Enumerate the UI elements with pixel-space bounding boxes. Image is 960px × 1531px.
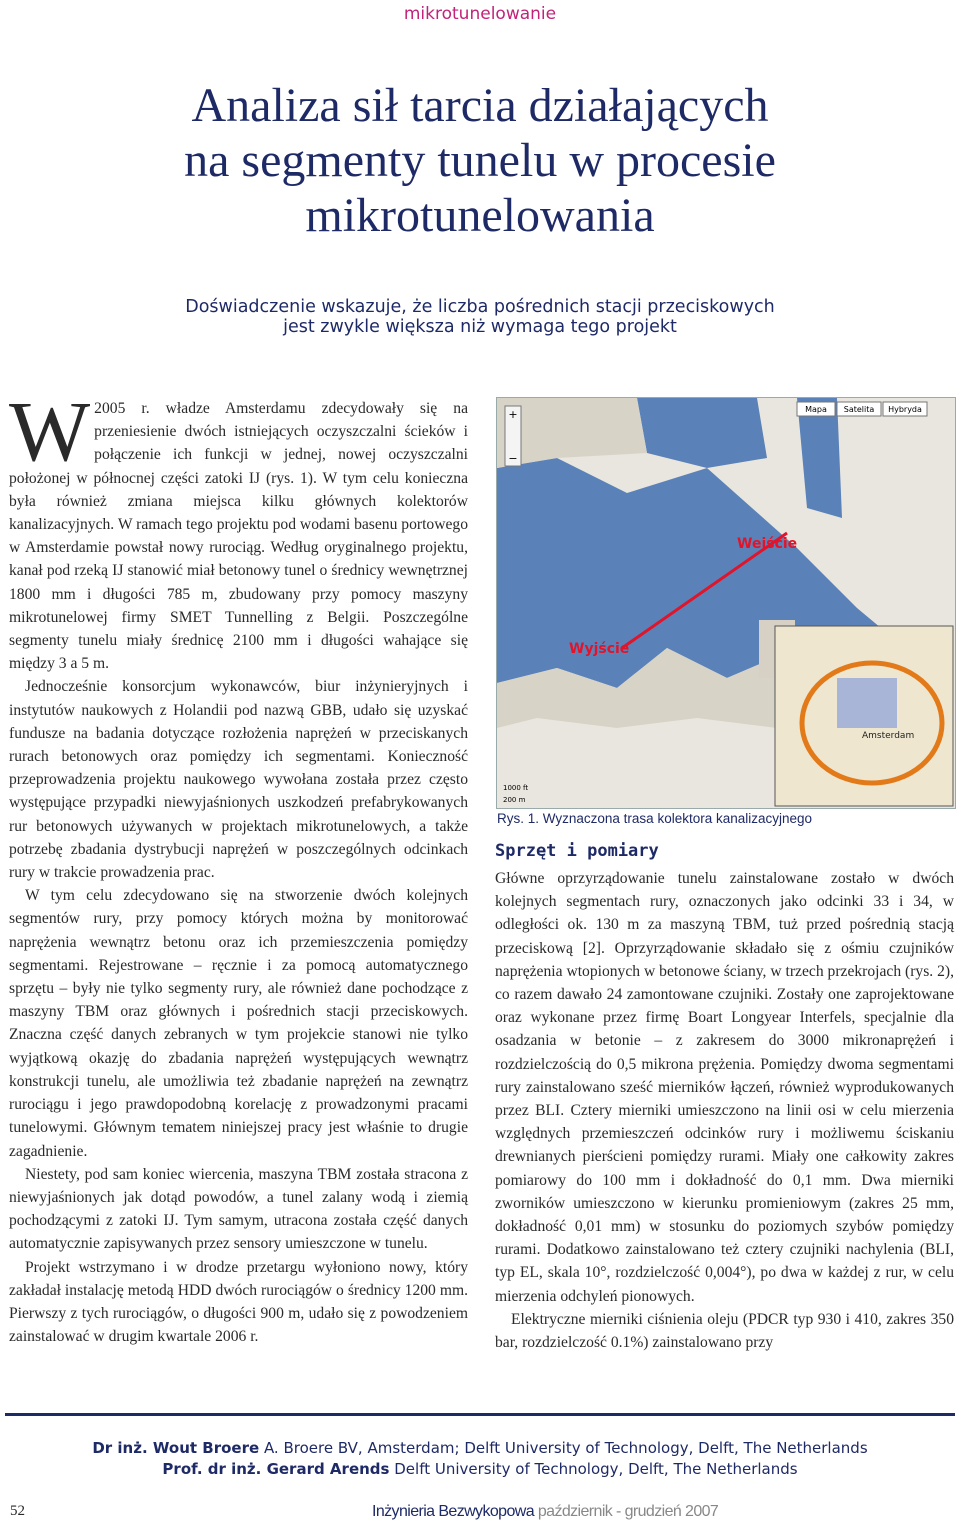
author-block bbox=[0, 1438, 960, 1480]
map-graphic bbox=[497, 398, 955, 808]
satellite-button-label: Satelita bbox=[843, 405, 875, 414]
exit-label: Wyjście bbox=[569, 641, 630, 657]
paragraph-text: 2005 r. władze Amsterdamu zdecydowały się na przeniesienie dwóch istniejących oczyszczalni ścieków i połączenie ich funkcji w jednej, nowej oczyszczalni położonej w północnej części zatoki IJ (rys. 1). W tym celu konieczna była również zmiana miejsca kilku głównych kolektorów kanalizacyjnych. W ramach tego projektu pod wodami basenu portowego w Amsterdamie powstał nowy rurociąg. Według oryginalnego projektu, kanał pod rzeką IJ stanowić miał betonowy tunel o średnicy wewnętrznej 1800 mm i długości 785 m, zbudowany przy pomocy maszyny mikrotunelowej firmy SMET Tunnelling z Belgii. Poszczególne segmenty tunelu miały średnicę 2100 mm i długości wahające się między 3 a 5 m. bbox=[9, 400, 468, 673]
left-column bbox=[9, 383, 468, 1348]
subtitle-line: jest zwykle większa niż wymaga tego projekt bbox=[283, 317, 677, 337]
right-column bbox=[495, 840, 954, 1354]
issue-date: październik - grudzień 2007 bbox=[537, 1503, 719, 1520]
route-map-figure bbox=[496, 397, 956, 809]
author-name: Prof. dr inż. Gerard Arends bbox=[162, 1460, 390, 1478]
publication-footer bbox=[372, 1503, 718, 1521]
highlight-area bbox=[837, 678, 897, 728]
divider bbox=[5, 1413, 955, 1416]
scale-label-m: 200 m bbox=[503, 796, 526, 804]
body-paragraph: Elektryczne mierniki ciśnienia oleju (PDCR typ 930 i 410, zakres 350 bar, rozdzielczość 0.1%) zainstalowano przy bbox=[495, 1310, 954, 1352]
inset-map bbox=[775, 626, 953, 806]
section-tag: mikrotunelowanie bbox=[403, 4, 557, 24]
title-line: Analiza sił tarcia działających bbox=[191, 79, 769, 132]
zoom-control[interactable] bbox=[505, 406, 521, 466]
entry-label: Wejście bbox=[737, 536, 798, 552]
title-line: mikrotunelowania bbox=[305, 189, 655, 242]
author-affiliation: A. Broere BV, Amsterdam; Delft University of Technology, Delft, The Netherlands bbox=[263, 1439, 868, 1457]
author-affiliation: Delft University of Technology, Delft, The Netherlands bbox=[394, 1460, 798, 1478]
page-number: 52 bbox=[10, 1503, 25, 1519]
subtitle-line: Doświadczenie wskazuje, że liczba pośrednich stacji przeciskowych bbox=[185, 297, 775, 317]
author-line bbox=[0, 1438, 960, 1459]
body-paragraph: Niestety, pod sam koniec wiercenia, maszyna TBM została stracona z niewyjaśnionych jak dotąd powodów, a tunel zalany wodą i ziemią pochodzącymi z zatoki IJ. Tym samym, utracona została część danych automatycznie zapisywanych przez sensory umieszczone w tunelu. bbox=[9, 1165, 468, 1253]
intro-paragraph bbox=[9, 383, 468, 675]
dropcap: W bbox=[9, 383, 91, 479]
map-button-label: Mapa bbox=[805, 405, 827, 414]
body-paragraph: Jednocześnie konsorcjum wykonawców, biur inżynieryjnych i instytutów naukowych z Holandii pod nazwą GBB, udało się uzyskać fundusze na badania dotyczące rozłożenia naprężeń w przeciskanych rurach betonowych oraz pomiędzy ich segmentami. Konieczność przeprowadzenia projektu naukowego wywołana została przez często występujące przypadki niewyjaśnionych uszkodzeń prefabrykowanych rur betonowych używanych w projektach mikrotunelowych, a także potrzebę zbadania dystrybucji naprężeń w poszczególnych odcinkach rury w trakcie prowadzenia prac. bbox=[9, 678, 468, 882]
article-subtitle bbox=[80, 297, 880, 337]
map-type-buttons bbox=[797, 402, 927, 416]
zoom-out-icon[interactable]: − bbox=[508, 452, 518, 465]
author-name: Dr inż. Wout Broere bbox=[92, 1439, 260, 1457]
body-paragraph: W tym celu zdecydowano się na stworzenie dwóch kolejnych segmentów rury, przy pomocy których można by monitorować naprężenia wewnątrz betonu oraz ich przemieszczenia pomiędzy segmentami. Rejestrowane – ręcznie i za pomocą automatycznego sprzętu – były nie tylko segmenty rury, ale również dane pochodzące z maszyny TBM oraz głównych i pośrednich stacji przeciskowych. Znaczna część danych zebranych w tym projekcie stanowi nie tylko wyjątkową okazję do zbadania naprężeń występujących wewnątrz konstrukcji tunelu, ale umożliwia też zbadanie naprężeń na zewnątrz rurociągu i jego prawdopodobną korelację z prowadzonymi pracami tunelowymi. Głównym tematem niniejszej pracy jest właśnie to drugie zagadnienie. bbox=[9, 887, 468, 1160]
article-title bbox=[40, 78, 920, 243]
publication-name: Inżynieria Bezwykopowa bbox=[372, 1503, 534, 1520]
author-line bbox=[0, 1459, 960, 1480]
figure-caption: Rys. 1. Wyznaczona trasa kolektora kanalizacyjnego bbox=[497, 811, 813, 826]
scale-label-ft: 1000 ft bbox=[503, 784, 529, 792]
section-heading: Sprzęt i pomiary bbox=[495, 841, 659, 861]
body-paragraph: Projekt wstrzymano i w drodze przetargu wyłoniono nowy, który zakładał instalację metodą HDD dwóch rurociągów o średnicy 1200 mm. Pierwszy z tych rurociągów, o długości 900 m, udało się z powodzeniem zainstalować w drugim kwartale 2006 r. bbox=[9, 1258, 468, 1346]
body-paragraph: Główne oprzyrządowanie tunelu zainstalowane zostało w dwóch kolejnych segmentach rury, oznaczonych jako odcinki 33 i 34, w odległości ok. 130 m za maszyną TBM, tuż przed pośrednią stacją przeciskową [2]. Oprzyrządowanie składało się z ośmiu czujników naprężenia wtopionych w betonowe ściany, w trzech przekrojach (rys. 2), co razem dawało 24 zamontowane czujniki. Zostały one zaprojektowane oraz wykonane przez firmę Boart Longyear Interfels, specjalnie dla osadzania w betonie – z zakresem do 3000 mikronaprężeń i rozdzielczością do 0,5 mikrona prężenia. Pomiędzy dwoma segmentami rury zainstalowano sześć mierników łączeń, również wyprodukowanych przez BLI. Cztery mierniki umieszczono na linii osi w celu mierzenia względnych przemieszczeń odcinków rury i możliwemu ściskaniu drewnianych pierścieni pomiędzy rurami. Miały one całkowity zakres pomiarowy do 100 mm i dokładność do 0,1 mm. Dwa mierniki zworników umieszczono w kierunku promieniowym (zakres 25 mm, dokładność 0,01 mm) w stosunku do poziomych szybów pomiędzy rurami. Dodatkowo zainstalowano też cztery czujniki nachylenia (BLI, typ EL, skala 10°, rozdzielczość 0,004°), po dwa w każdej z rur, w celu mierzenia odchyleń pionowych. bbox=[495, 870, 954, 1305]
hybrid-button-label: Hybryda bbox=[888, 405, 922, 414]
title-line: na segmenty tunelu w procesie bbox=[184, 134, 776, 187]
inset-city-label: Amsterdam bbox=[862, 731, 915, 741]
zoom-in-icon[interactable]: + bbox=[508, 408, 518, 421]
